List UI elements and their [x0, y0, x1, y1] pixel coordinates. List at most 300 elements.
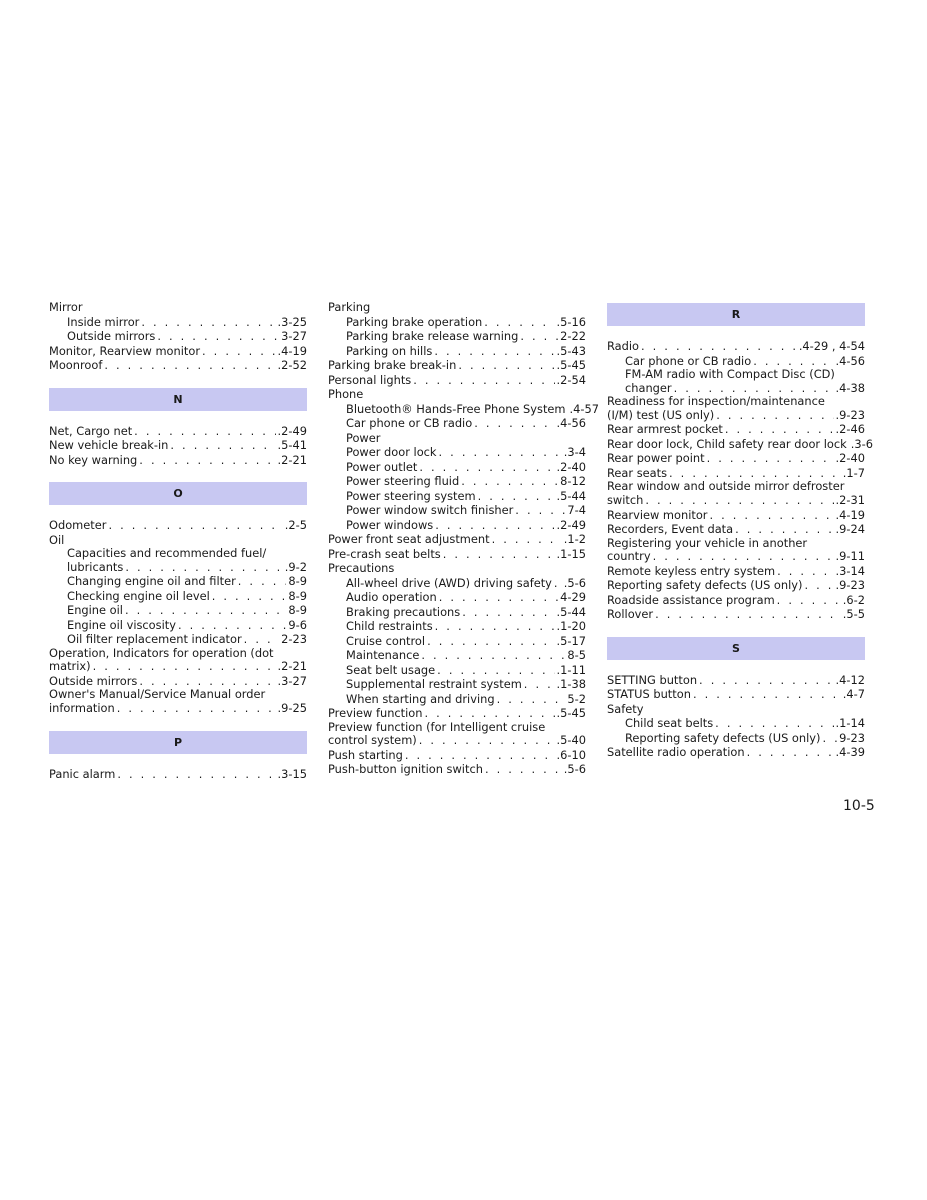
dot-leader [735, 522, 833, 537]
dot-leader [492, 532, 562, 547]
index-entry-row [346, 576, 586, 591]
index-term: Power windows [346, 517, 434, 532]
index-term: Car phone or CB radio [346, 416, 473, 430]
dot-leader [170, 438, 275, 453]
dot-leader [515, 503, 565, 518]
page-reference: .1-38 [556, 677, 586, 691]
dot-leader [753, 354, 833, 369]
index-term: Parking brake break-in [328, 358, 457, 372]
index-entry-row [67, 574, 307, 589]
index-entry [328, 561, 586, 576]
dot-leader [520, 329, 558, 344]
dot-leader [238, 574, 287, 589]
index-entry-row [49, 674, 307, 689]
index-entry [328, 692, 586, 707]
dot-leader [413, 373, 554, 388]
index-entry [49, 438, 307, 453]
page-reference: .3-4 [563, 445, 586, 459]
index-term: Precautions [328, 561, 395, 575]
index-entry-row [607, 673, 865, 688]
index-entry [607, 716, 865, 731]
index-entry [607, 607, 865, 622]
index-entry-row [346, 431, 586, 446]
index-entry [328, 605, 586, 620]
index-entry [607, 354, 865, 369]
index-entry-row [49, 533, 307, 548]
index-entry-row [346, 590, 586, 605]
dot-leader [777, 593, 841, 608]
index-entry [328, 677, 586, 692]
index-entry [607, 368, 865, 395]
index-term: matrix) [49, 659, 91, 674]
index-term: Engine oil viscosity [67, 617, 176, 632]
index-term: Car phone or CB radio [625, 353, 752, 368]
index-term: lubricants [67, 559, 124, 574]
index-entry-row [607, 409, 865, 423]
index-term: Child seat belts [625, 716, 714, 731]
index-entry-row [346, 663, 586, 678]
index-term: Moonroof [49, 358, 103, 372]
index-entry [328, 373, 586, 388]
index-term: Changing engine oil and filter [67, 574, 236, 589]
index-term: control system) [328, 733, 417, 748]
page-reference: .2-21 [277, 452, 307, 467]
index-entry-row [328, 532, 586, 547]
page-reference: .4-12 [835, 672, 865, 687]
index-term: Supplemental restraint system [346, 677, 522, 691]
index-entry-row [625, 716, 865, 731]
dot-leader [435, 619, 555, 634]
index-term: Rollover [607, 607, 654, 622]
page-reference: .4-56 [835, 353, 865, 368]
index-entry [607, 508, 865, 523]
index-term: Outside mirrors [49, 673, 138, 688]
index-term: Parking on hills [346, 343, 433, 358]
page-reference: .5-45 [556, 358, 586, 372]
page-reference: 2-22 [560, 329, 586, 343]
dot-leader [125, 561, 282, 575]
index-entry-row [607, 702, 865, 717]
page-reference: .1-15 [556, 546, 586, 561]
index-entry [328, 474, 586, 489]
page-reference: .4-29 , 4-54 [798, 339, 865, 353]
dot-leader [462, 605, 554, 620]
page-reference: 3-27 [281, 329, 307, 343]
page-reference: .3-14 [835, 563, 865, 578]
page-reference: .5-44 [556, 488, 586, 503]
dot-leader [707, 451, 834, 466]
index-term: No key warning [49, 452, 138, 467]
index-term: Net, Cargo net [49, 423, 133, 438]
page-reference: .5-6 [563, 762, 586, 777]
index-entry-row [346, 344, 586, 359]
index-term: Rear armrest pocket [607, 422, 723, 437]
index-term: All-wheel drive (AWD) driving safety [346, 575, 552, 590]
index-term: information [49, 700, 115, 715]
index-term: Roadside assistance program [607, 592, 775, 607]
page-reference: .5-6 [563, 575, 586, 590]
index-entry-row [346, 474, 586, 489]
index-entry [328, 431, 586, 446]
index-entry [49, 603, 307, 618]
dot-leader [485, 762, 562, 777]
page-reference: .2-49 [277, 423, 307, 438]
index-entry [607, 673, 865, 688]
index-term: Phone [328, 387, 364, 401]
page-reference: .9-23 [835, 407, 865, 422]
index-entry [607, 564, 865, 579]
index-entry [328, 721, 586, 748]
dot-leader [434, 344, 554, 359]
index-entry-row [49, 767, 307, 782]
index-entry-row [67, 589, 307, 604]
index-entry-row [49, 300, 307, 315]
index-column-2 [328, 300, 600, 777]
dot-leader [425, 706, 555, 721]
index-entry-row [328, 748, 586, 763]
index-entry [328, 590, 586, 605]
dot-leader [669, 466, 841, 481]
index-term: Child restraints [346, 619, 433, 633]
index-entry [328, 416, 586, 431]
index-entry [49, 424, 307, 439]
index-entry-row [328, 734, 586, 748]
index-term: Recorders, Event data [607, 522, 734, 537]
index-term: Oil [49, 532, 65, 547]
dot-leader [108, 518, 282, 533]
index-entry-row [49, 358, 307, 373]
index-entry [607, 480, 865, 507]
index-entry-row [328, 358, 586, 373]
index-term: Power steering system [346, 488, 476, 503]
index-entry [49, 300, 307, 315]
index-entry-row [67, 315, 307, 330]
dot-leader [747, 745, 834, 760]
dot-leader [478, 489, 555, 504]
dot-leader [474, 416, 554, 431]
index-entry-row [346, 677, 586, 692]
index-entry [607, 702, 865, 717]
index-entry [328, 648, 586, 663]
index-entry-row [607, 593, 865, 608]
page-reference: 8-12 [560, 474, 586, 488]
index-entry-row [607, 550, 865, 564]
index-entry-line: Operation, Indicators for operation (dot [49, 645, 274, 660]
index-entry [328, 460, 586, 475]
index-entry-row [67, 603, 307, 618]
index-entry-row [328, 387, 586, 402]
index-term: Cruise control [346, 633, 426, 648]
index-entry [328, 358, 586, 373]
index-entry [607, 745, 865, 760]
index-entry-row [607, 339, 865, 354]
index-entry [49, 688, 307, 715]
page-reference: .3-6 [850, 436, 873, 451]
index-entry-row [328, 762, 586, 777]
page-reference: .3-25 [277, 314, 307, 329]
index-term: Inside mirror [67, 314, 140, 329]
page-reference: .2-49 [556, 517, 586, 532]
index-entry-row [607, 451, 865, 466]
index-entry-row [346, 634, 586, 649]
index-entry-row [607, 436, 873, 452]
index-entry-row [328, 300, 586, 315]
page-reference: .5-16 [556, 314, 586, 329]
index-entry [49, 574, 307, 589]
index-entry-row [49, 344, 307, 359]
page-reference: .9-2 [284, 559, 307, 574]
page-reference: .5-41 [277, 438, 307, 452]
index-entry-row [346, 401, 600, 417]
dot-leader [699, 673, 833, 688]
index-term: Braking precautions [346, 604, 461, 619]
dot-leader [822, 731, 837, 746]
dot-leader [202, 344, 275, 359]
index-term: switch [607, 492, 644, 507]
index-entry-row [607, 564, 865, 579]
dot-leader [421, 648, 565, 663]
index-entry [607, 687, 865, 702]
dot-leader [725, 422, 834, 437]
page-reference: 8-9 [288, 574, 307, 589]
page-reference: .2-40 [556, 459, 586, 474]
dot-leader [134, 424, 275, 439]
page-reference: .9-23 [835, 578, 865, 593]
section-header-n: N [49, 388, 307, 411]
page-reference: .5-43 [556, 343, 586, 358]
index-entry [49, 618, 307, 633]
page-reference: .5-17 [556, 633, 586, 648]
page-reference: .3-27 [277, 673, 307, 688]
index-entry [328, 401, 600, 417]
index-entry [49, 767, 307, 782]
dot-leader [141, 315, 275, 330]
index-entry-row [328, 561, 586, 576]
index-term: Odometer [49, 518, 107, 532]
section-header-s: S [607, 637, 865, 660]
index-term: Parking [328, 300, 371, 314]
index-entry [328, 762, 586, 777]
index-term: Push starting [328, 747, 403, 762]
dot-leader [484, 315, 554, 330]
page-reference: .1-11 [556, 662, 586, 677]
index-term: Safety [607, 701, 644, 716]
index-term: SETTING button [607, 672, 698, 687]
index-entry [49, 647, 307, 674]
index-entry [328, 547, 586, 562]
index-entry [328, 576, 586, 591]
page-reference: 4-29 [560, 590, 586, 604]
index-term: changer [625, 380, 672, 395]
page-reference: .2-54 [556, 372, 586, 387]
index-entry-row [49, 660, 307, 674]
index-entry [328, 329, 586, 344]
page-reference: .2-31 [835, 492, 865, 507]
page-reference: 8-9 [288, 588, 307, 603]
index-entry-line: Owner's Manual/Service Manual order [49, 687, 266, 702]
dot-leader [524, 677, 555, 692]
dot-leader [212, 589, 287, 604]
index-entry-row [328, 706, 586, 721]
page-reference: 8-9 [288, 603, 307, 618]
page-reference: .9-25 [277, 700, 307, 715]
index-column-1 [49, 300, 307, 781]
page-reference: .4-39 [835, 745, 865, 760]
page-reference: .4-57 [569, 401, 600, 416]
index-entry-row [625, 382, 865, 396]
page-reference: .6-10 [556, 747, 586, 762]
page-reference: .1-2 [563, 532, 586, 546]
index-entry-row [346, 605, 586, 620]
index-entry [607, 395, 865, 422]
index-term: STATUS button [607, 687, 691, 702]
index-entry [328, 387, 586, 402]
index-entry [607, 422, 865, 437]
index-entry [328, 503, 586, 518]
index-entry-line: Readiness for inspection/maintenance [607, 394, 825, 409]
page-reference: 7-4 [567, 503, 586, 517]
page-reference: .5-45 [556, 706, 586, 720]
index-entry-row [49, 424, 307, 439]
page-reference: .1-20 [556, 619, 586, 633]
index-entry [328, 344, 586, 359]
index-entry-row [625, 731, 865, 746]
dot-leader [710, 508, 834, 523]
index-entry-row [49, 702, 307, 716]
index-entry [328, 300, 586, 315]
page-reference: .2-21 [277, 659, 307, 674]
index-entry [328, 445, 586, 460]
dot-leader [244, 632, 279, 647]
index-term: Pre-crash seat belts [328, 546, 441, 561]
index-term: (I/M) test (US only) [607, 407, 715, 422]
index-term: New vehicle break-in [49, 438, 169, 452]
index-entry-row [607, 494, 865, 508]
index-entry-line: FM-AM radio with Compact Disc (CD) [625, 367, 835, 381]
dot-leader [674, 382, 834, 396]
page-number: 10-5 [843, 798, 875, 814]
page-reference: .4-7 [842, 687, 865, 702]
index-entry-row [346, 489, 586, 504]
section-header-p: P [49, 731, 307, 754]
index-entry-row [346, 648, 586, 663]
index-entry-row [607, 687, 865, 702]
dot-leader [461, 474, 558, 489]
index-entry-row [607, 466, 865, 481]
index-term: Mirror [49, 300, 83, 314]
index-entry-row [67, 329, 307, 344]
dot-leader [458, 358, 554, 373]
index-term: Satellite radio operation [607, 745, 745, 760]
index-entry-row [607, 522, 865, 537]
dot-leader [653, 550, 834, 564]
index-entry-row [49, 438, 307, 453]
index-term: Push-button ignition switch [328, 762, 483, 777]
index-entry [49, 589, 307, 604]
index-entry-row [346, 460, 586, 475]
index-entry-row [346, 329, 586, 344]
page-reference: .5-44 [556, 604, 586, 619]
index-entry-row [67, 618, 307, 633]
index-entry [607, 537, 865, 564]
index-term: Seat belt usage [346, 662, 436, 677]
page-reference: .3-15 [277, 766, 307, 781]
section-header-o: O [49, 482, 307, 505]
index-entry [328, 518, 586, 533]
index-entry-line: Registering your vehicle in another [607, 535, 808, 550]
index-entry [328, 532, 586, 547]
index-entry [49, 344, 307, 359]
index-term: Reporting safety defects (US only) [607, 578, 803, 593]
index-term: Rear power point [607, 451, 705, 466]
dot-leader [437, 663, 554, 678]
index-term: When starting and driving [346, 691, 495, 706]
index-entry-row [346, 315, 586, 330]
dot-leader [117, 767, 275, 782]
dot-leader [139, 453, 275, 468]
page-reference: .2-46 [835, 422, 865, 437]
index-term: Rearview monitor [607, 507, 708, 522]
dot-leader [554, 576, 562, 591]
dot-leader [139, 674, 275, 689]
index-entry [49, 674, 307, 689]
index-entry-row [607, 508, 865, 523]
page-reference: .5-5 [842, 607, 865, 622]
dot-leader [117, 702, 276, 716]
index-entry [328, 663, 586, 678]
index-entry-row [346, 692, 586, 707]
index-term: Maintenance [346, 648, 420, 662]
page-reference: .4-56 [556, 416, 586, 430]
page-reference: .9-11 [835, 549, 865, 564]
index-entry [328, 489, 586, 504]
index-entry-row [328, 547, 586, 562]
index-term: Audio operation [346, 590, 437, 604]
dot-leader [439, 445, 562, 460]
index-term: Parking brake release warning [346, 329, 519, 343]
index-term: Parking brake operation [346, 314, 483, 329]
index-term: Rear door lock, Child safety rear door lock [607, 436, 847, 451]
page-reference: 9-23 [839, 730, 865, 745]
index-term: Oil filter replacement indicator [67, 632, 242, 647]
dot-leader [655, 607, 841, 622]
dot-leader [443, 547, 555, 562]
index-term: Outside mirrors [67, 329, 156, 343]
index-entry-line: Preview function (for Intelligent cruise [328, 719, 546, 734]
index-term: country [607, 549, 651, 564]
page-reference: 8-5 [567, 648, 586, 662]
index-term: Power steering fluid [346, 474, 460, 488]
index-term: Power outlet [346, 459, 418, 474]
index-entry-row [49, 518, 307, 533]
dot-leader [693, 687, 841, 702]
dot-leader [178, 618, 286, 633]
page-reference: .2-52 [277, 358, 307, 372]
index-entry [328, 619, 586, 634]
index-entry [607, 593, 865, 608]
page-reference: 5-2 [567, 691, 586, 706]
index-term: Panic alarm [49, 766, 116, 781]
index-entry [49, 547, 307, 574]
index-entry-row [67, 561, 307, 575]
index-entry-line: Capacities and recommended fuel/ [67, 546, 267, 560]
index-entry [49, 358, 307, 373]
index-entry [607, 578, 865, 593]
page-reference: 2-23 [281, 632, 307, 647]
index-entry [328, 315, 586, 330]
index-entry [328, 634, 586, 649]
dot-leader [125, 603, 286, 618]
